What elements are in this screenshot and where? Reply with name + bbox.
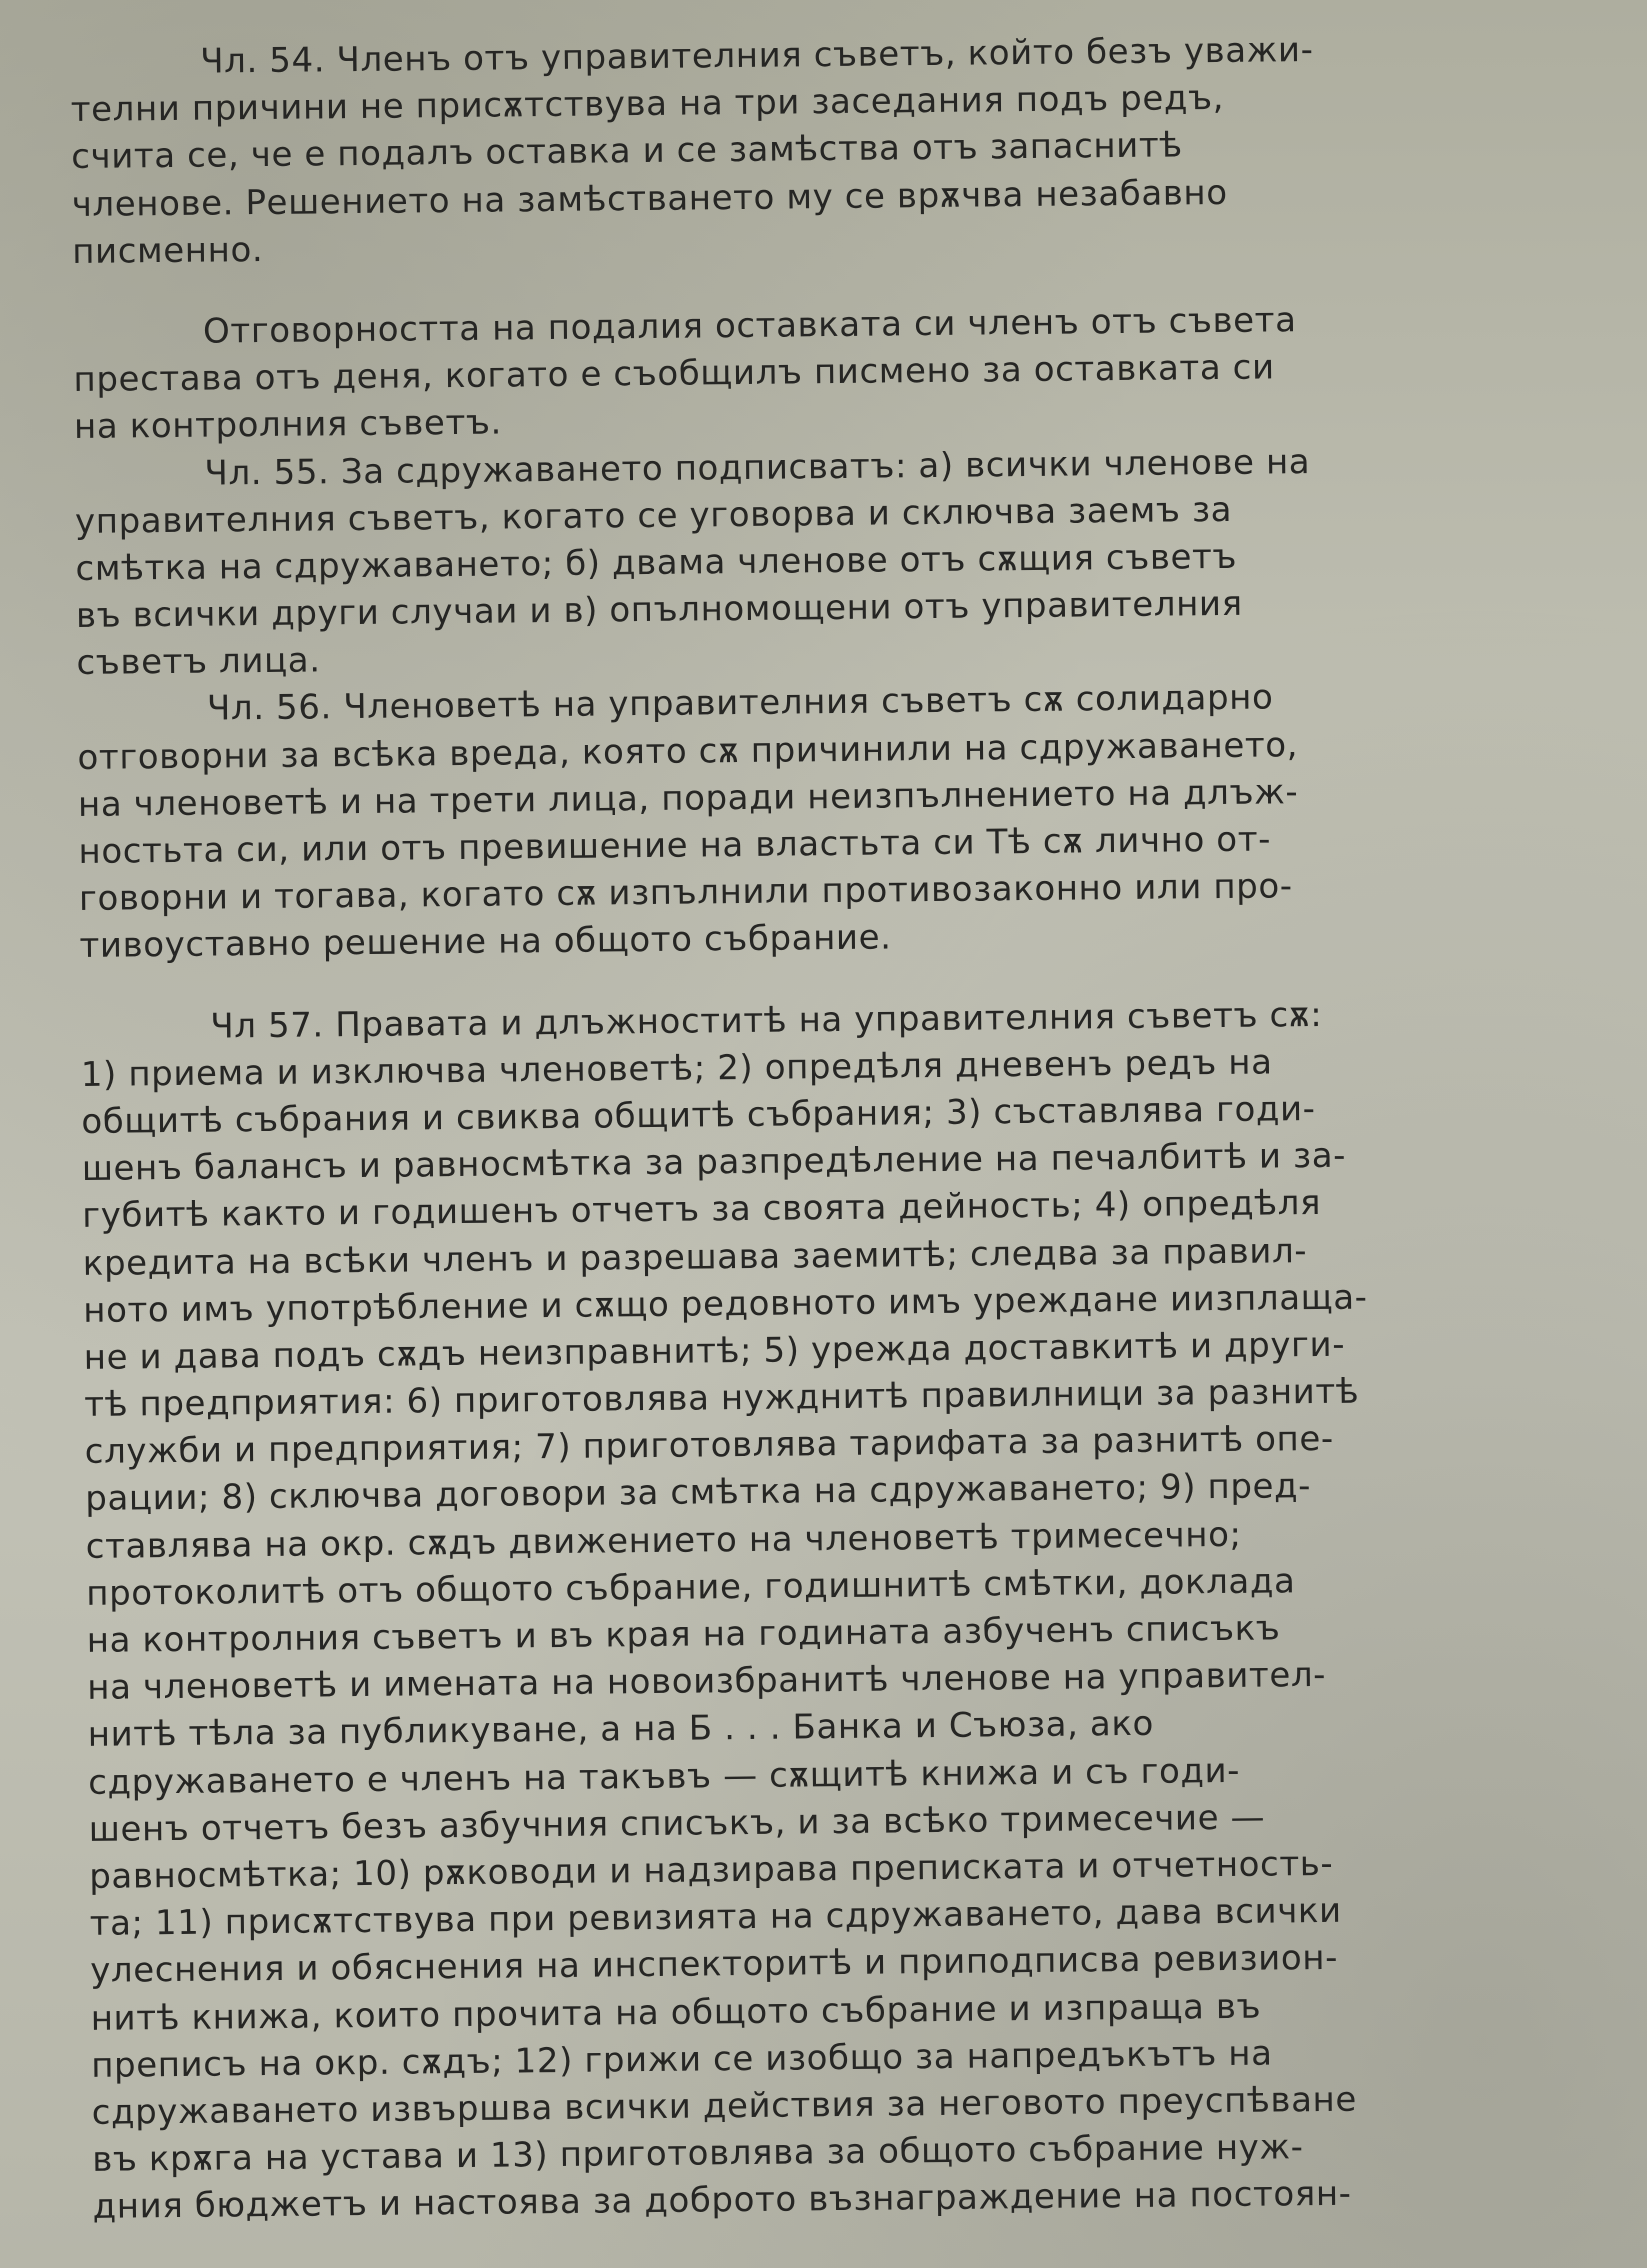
text-line: Отговорността на подалия оставката си членъ отъ съвета — [202, 300, 1297, 352]
text-line: сдружаването е членъ на такъвъ — сѫщитѣ книжа и съ годи- — [88, 1750, 1241, 1803]
text-line: 1) приема и изключва членоветѣ; 2) опредѣля дневенъ редъ на — [80, 1042, 1273, 1095]
text-line: ностьта си, или отъ превишение на властьта си Тѣ сѫ лично от- — [78, 819, 1272, 872]
text-line: Чл. 54. Членъ отъ управителния съветъ, който безъ уважи- — [200, 29, 1314, 82]
text-line: престава отъ деня, когато е съобщилъ писмено за оставката си — [73, 347, 1275, 401]
text-line: Чл. 55. За сдружаването подписватъ: а) всички членове на — [204, 441, 1311, 494]
text-line: въ крѫга на устава и 13) приготовлява за общото събрание нуж- — [91, 2127, 1304, 2180]
document-body — [70, 24, 1593, 2231]
paragraph-art-54 — [70, 24, 1572, 276]
text-line: не и дава подъ сѫдъ неизправнитѣ; 5) урежда доставкитѣ и други- — [83, 1324, 1346, 1378]
text-line: въ всички други случаи и в) опълномощени отъ управителния — [75, 583, 1243, 637]
text-line: на контролния съветъ. — [73, 402, 503, 448]
text-line: губитѣ както и годишенъ отчетъ за своята дейность; 4) опредѣля — [82, 1183, 1322, 1237]
text-line: дния бюджетъ и настоява за доброто възнаграждение на постоян- — [92, 2173, 1352, 2228]
text-line: нитѣ тѣла за публикуване, а на Б . . . Банка и Съюза, ако — [87, 1704, 1155, 1756]
text-line: счита се, че е подалъ оставка и се замѣства отъ запаснитѣ — [71, 125, 1183, 178]
text-line: шенъ балансъ и равносмѣтка за разпредѣление на печалбитѣ и за- — [81, 1135, 1347, 1190]
paragraph-art-57 — [80, 989, 1593, 2232]
text-line: тивоуставно решение на общото събрание. — [79, 917, 892, 967]
text-line: съветъ лица. — [76, 640, 321, 684]
text-line: отговорни за всѣка вреда, която сѫ причинили на сдружаването, — [77, 724, 1299, 778]
text-line: смѣтка на сдружаването; б) двама членове отъ сѫщия съветъ — [75, 536, 1238, 589]
text-line: та; 11) присѫтствува при ревизията на сдружаването, дава всички — [89, 1890, 1342, 1945]
text-line: сдружаването извършва всички действия за неговото преуспѣване — [91, 2079, 1358, 2133]
text-line: нитѣ книжа, които прочита на общото събрание и изпраща въ — [90, 1986, 1262, 2039]
text-line: ставлява на окр. сѫдъ движението на членоветѣ тримесечно; — [85, 1514, 1242, 1567]
paragraph-art-54-responsibility — [73, 294, 1574, 451]
text-line: управителния съветъ, когато се уговорва и сключва заемъ за — [74, 489, 1233, 542]
text-line: говорни и тогава, когато сѫ изпълнили противозаконно или про- — [78, 866, 1293, 920]
text-line: протоколитѣ отъ общото събрание, годишнитѣ смѣтки, доклада — [86, 1561, 1296, 1614]
text-line: общитѣ събрания и свиква общитѣ събрания; 3) съставлява годи- — [81, 1088, 1316, 1142]
text-line: телни причини не присѫтствува на три заседания подъ редъ, — [70, 78, 1225, 131]
text-line: равносмѣтка; 10) рѫководи и надзирава преписката и отчетность- — [89, 1843, 1334, 1897]
text-line: Чл 57. Правата и длъжноститѣ на управителния съветъ сѫ: — [210, 994, 1323, 1047]
text-line: на членоветѣ и имената на новоизбранитѣ членове на управител- — [87, 1655, 1327, 1709]
text-line: писменно. — [72, 229, 264, 272]
paragraph-art-56 — [77, 672, 1580, 971]
text-line: на членоветѣ и на трети лица, поради неизпълнението на длъж- — [77, 771, 1299, 825]
text-line: ното имъ употрѣбление и сѫщо редовното имъ уреждане иизплаща- — [83, 1277, 1368, 1331]
text-line: служби и предприятия; 7) приготовлява тарифата за разнитѣ опе- — [84, 1419, 1334, 1473]
paragraph-art-55 — [74, 436, 1576, 688]
text-line: кредита на всѣки членъ и разрешава заемитѣ; следва за правил- — [82, 1230, 1308, 1284]
text-line: улеснения и обяснения на инспекторитѣ и приподписва ревизион- — [90, 1938, 1339, 1992]
text-line: преписъ на окр. сѫдъ; 12) грижи се изобщо за напредъкътъ на — [91, 2033, 1273, 2086]
text-line: рации; 8) сключва договори за смѣтка на сдружаването; 9) пред- — [85, 1466, 1312, 1520]
text-line: на контролния съветъ и въ края на годината азбученъ списъкъ — [86, 1608, 1281, 1661]
text-line: членове. Решението на замѣстването му се врѫчва незабавно — [71, 172, 1228, 225]
text-line: Чл. 56. Членоветѣ на управителния съветъ сѫ солидарно — [206, 677, 1274, 730]
text-line: шенъ отчетъ безъ азбучния списъкъ, и за всѣко тримесечие — — [88, 1797, 1266, 1850]
text-line: тѣ предприятия: 6) приготовлява нужднитѣ правилници за разнитѣ — [84, 1371, 1360, 1425]
